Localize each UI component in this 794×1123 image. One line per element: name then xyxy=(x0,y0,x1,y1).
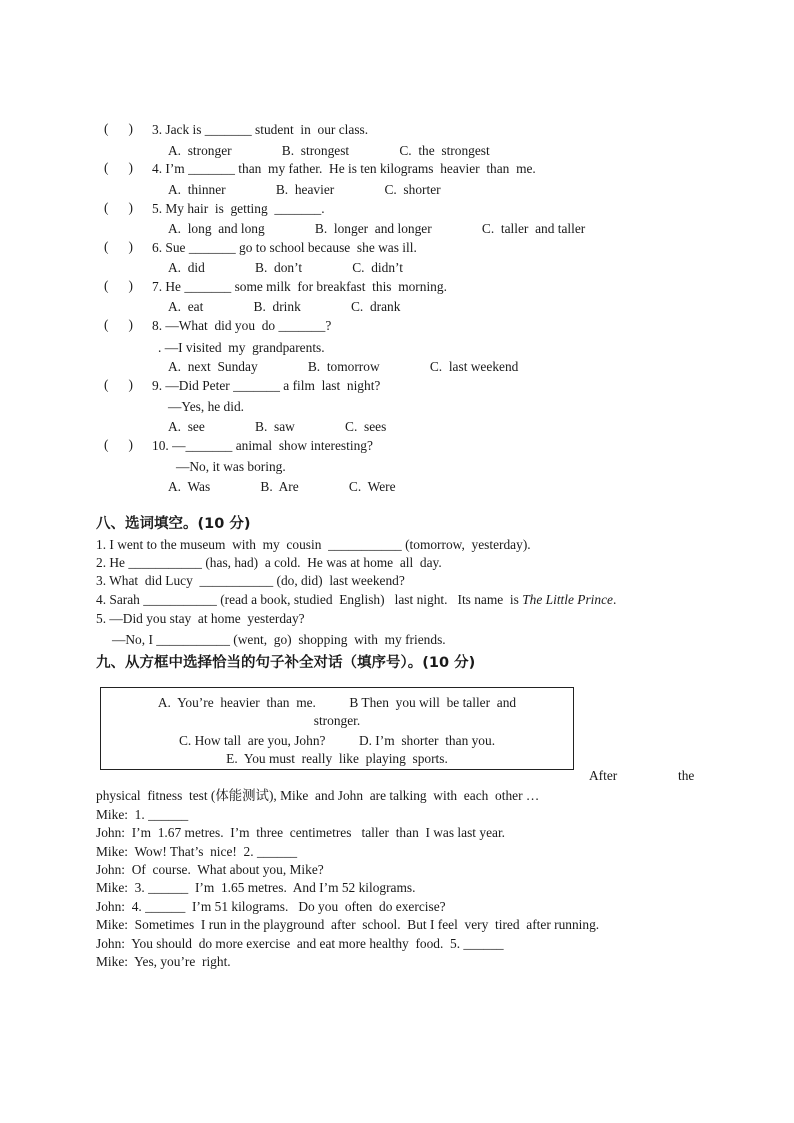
question-6-options: A. did B. don’t C. didn’t xyxy=(168,260,403,275)
answer-paren-3[interactable]: ( ) xyxy=(104,121,134,136)
question-4-options: A. thinner B. heavier C. shorter xyxy=(168,182,441,197)
answer-paren-8[interactable]: ( ) xyxy=(104,317,134,332)
question-4-stem: 4. I’m _______ than my father. He is ten kilograms heavier than me. xyxy=(152,161,536,176)
box-line-2: stronger. xyxy=(313,713,361,728)
dialogue-line-9: Mike: Yes, you’re right. xyxy=(96,954,231,969)
intro-line-2: physical fitness test (体能测试), Mike and John are talking with each other … xyxy=(96,788,540,803)
question-5-stem: 5. My hair is getting _______. xyxy=(152,201,325,216)
answer-paren-9[interactable]: ( ) xyxy=(104,377,134,392)
question-5-options: A. long and long B. longer and longer C. taller and taller xyxy=(168,221,586,236)
section-8-heading: 八、选词填空。(10 分) xyxy=(96,516,251,532)
intro-the: the xyxy=(678,768,695,783)
question-10-options: A. Was B. Are C. Were xyxy=(168,479,396,494)
fill-item-4 xyxy=(96,591,616,609)
question-8-stem: 8. —What did you do _______? xyxy=(152,318,332,333)
answer-paren-4[interactable]: ( ) xyxy=(104,160,134,175)
dialogue-line-5: Mike: 3. ______ I’m 1.65 metres. And I’m 52 kilograms. xyxy=(96,880,416,895)
fill-item-1: 1. I went to the museum with my cousin ___________ (tomorrow, yesterday). xyxy=(96,537,531,552)
dialogue-line-2: John: I’m 1.67 metres. I’m three centimetres taller than I was last year. xyxy=(96,825,506,840)
dialogue-line-6: John: 4. ______ I’m 51 kilograms. Do you often do exercise? xyxy=(96,899,446,914)
dialogue-line-8: John: You should do more exercise and eat more healthy food. 5. ______ xyxy=(96,936,504,951)
box-line-4: E. You must really like playing sports. xyxy=(226,751,448,766)
answer-paren-6[interactable]: ( ) xyxy=(104,239,134,254)
question-10-response: —No, it was boring. xyxy=(176,459,286,474)
section-9-heading: 九、从方框中选择恰当的句子补全对话（填序号）。(10 分) xyxy=(96,655,476,671)
dialogue-line-1: Mike: 1. ______ xyxy=(96,807,189,822)
question-9-response: —Yes, he did. xyxy=(168,399,245,414)
fill-item-4-end: . xyxy=(612,592,617,607)
question-7-stem: 7. He _______ some milk for breakfast this morning. xyxy=(152,279,447,294)
answer-paren-5[interactable]: ( ) xyxy=(104,200,134,215)
fill-item-5: 5. —Did you stay at home yesterday? xyxy=(96,611,305,626)
intro-after: After xyxy=(589,768,618,783)
book-title: The Little Prince xyxy=(522,592,613,607)
dialogue-line-4: John: Of course. What about you, Mike? xyxy=(96,862,324,877)
question-3-stem: 3. Jack is _______ student in our class. xyxy=(152,122,369,137)
question-9-options: A. see B. saw C. sees xyxy=(168,419,387,434)
fill-item-5-response: —No, I ___________ (went, go) shopping with my friends. xyxy=(112,632,446,647)
sentence-options-box xyxy=(100,687,574,770)
box-line-1: A. You’re heavier than me. B Then you will be taller and xyxy=(157,695,517,710)
question-3-options: A. stronger B. strongest C. the strongest xyxy=(168,143,490,158)
answer-paren-10[interactable]: ( ) xyxy=(104,437,134,452)
dialogue-line-7: Mike: Sometimes I run in the playground after school. But I feel very tired after running. xyxy=(96,917,600,932)
question-9-stem: 9. —Did Peter _______ a film last night? xyxy=(152,378,381,393)
answer-paren-7[interactable]: ( ) xyxy=(104,278,134,293)
fill-item-3: 3. What did Lucy ___________ (do, did) last weekend? xyxy=(96,573,405,588)
question-8-response: . —I visited my grandparents. xyxy=(158,340,325,355)
question-7-options: A. eat B. drink C. drank xyxy=(168,299,401,314)
question-10-stem: 10. —_______ animal show interesting? xyxy=(152,438,373,453)
dialogue-line-3: Mike: Wow! That’s nice! 2. ______ xyxy=(96,844,298,859)
fill-item-2: 2. He ___________ (has, had) a cold. He was at home all day. xyxy=(96,555,442,570)
fill-item-4-text: 4. Sarah ___________ (read a book, studied English) last night. Its name is xyxy=(96,592,523,607)
question-8-options: A. next Sunday B. tomorrow C. last weekend xyxy=(168,359,519,374)
box-line-3: C. How tall are you, John? D. I’m shorter than you. xyxy=(178,733,496,748)
question-6-stem: 6. Sue _______ go to school because she was ill. xyxy=(152,240,417,255)
